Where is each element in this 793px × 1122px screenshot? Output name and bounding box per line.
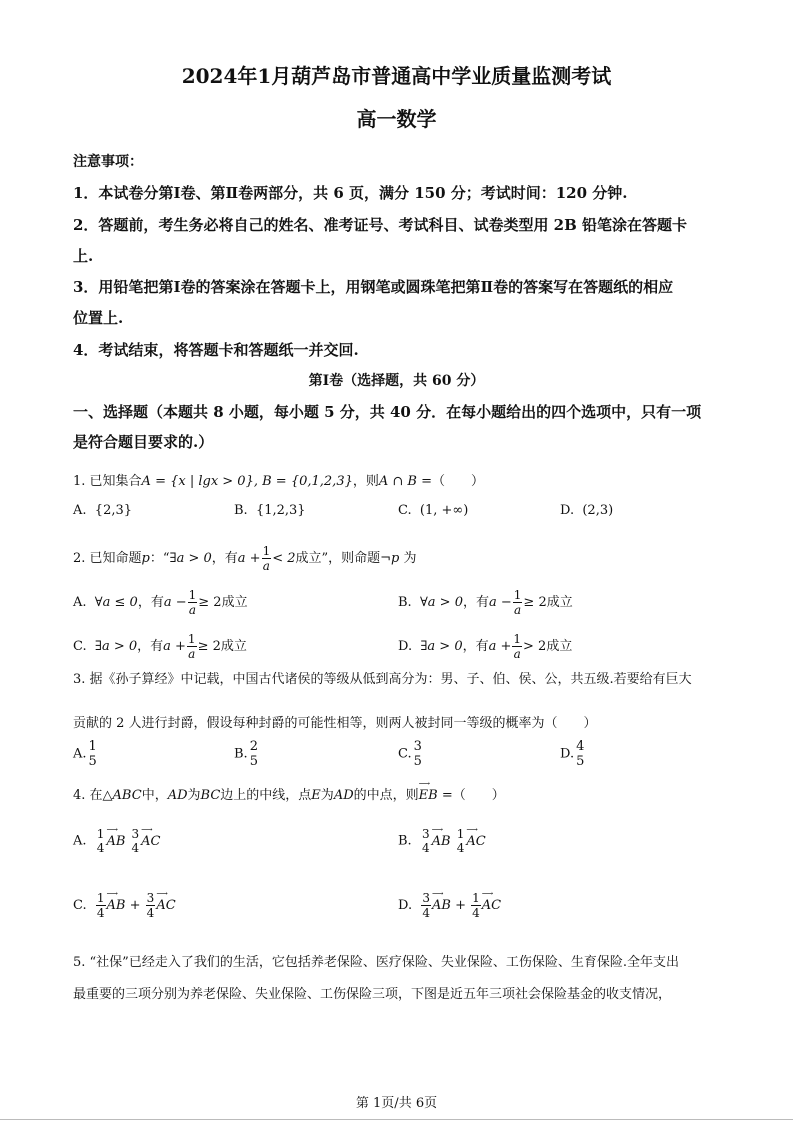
question-3-cont: 贡献的 2 人进行封爵，假设每种封爵的可能性相等，则两人被封同一等级的概率为（ ） bbox=[73, 716, 597, 731]
q1-option-d[interactable]: D. (2,3) bbox=[560, 503, 614, 518]
q4-option-d[interactable]: D. $\frac{3}{4}$ ⟶ AB + $\frac{1}{4}$ ⟶ AC bbox=[398, 889, 502, 920]
notice-item-3: 3．用铅笔把第Ⅰ卷的答案涂在答题卡上，用钢笔或圆珠笔把第Ⅱ卷的答案写在答题纸的相应 bbox=[73, 278, 674, 296]
q1-option-a[interactable]: A. {2,3} bbox=[73, 503, 133, 518]
q3-option-b[interactable]: B. 2 5 bbox=[234, 739, 258, 769]
q3-option-c[interactable]: C. 3 5 bbox=[398, 739, 422, 769]
q3-option-a[interactable]: A. 1 5 bbox=[73, 739, 97, 769]
q4-option-c[interactable]: C. $\frac{1}{4}$ ⟶ AB + $\frac{3}{4}$ ⟶ AC bbox=[73, 889, 176, 920]
q2-option-b[interactable]: B. ∀a > 0，有a − $\frac{1}{a}$ ≥ 2成立 bbox=[398, 588, 573, 617]
q2-option-a[interactable]: A. ∀a ≤ 0，有a − $\frac{1}{a}$ ≥ 2成立 bbox=[73, 588, 248, 617]
section-instructions-cont: 是符合题目要求的.） bbox=[73, 433, 214, 451]
q1-set-a: A = {x | lgx > 0} bbox=[141, 474, 254, 489]
q4-option-b[interactable]: B. 3 4 ⟶ AB 1 4 ⟶ AC bbox=[398, 824, 486, 855]
notice-item-2: 2．答题前，考生务必将自己的姓名、准考证号、考试科目、试卷类型用 2B 铅笔涂在答题卡 bbox=[73, 216, 688, 234]
question-5-cont: 最重要的三项分别为养老保险、失业保险、工伤保险三项，下图是近五年三项社会保险基金的收支情况， bbox=[73, 987, 672, 1002]
section-instructions: 一、选择题（本题共 8 小题，每小题 5 分，共 40 分．在每小题给出的四个选项中，只有一项 bbox=[73, 403, 702, 421]
notice-item-1: 1．本试卷分第Ⅰ卷、第Ⅱ卷两部分，共 6 页，满分 150 分；考试时间：120 分钟. bbox=[73, 184, 628, 202]
q1-suffix: ，则 bbox=[352, 474, 379, 489]
q2-option-c[interactable]: C. ∃a > 0，有a + $\frac{1}{a}$ ≥ 2成立 bbox=[73, 632, 247, 661]
exam-subtitle: 高一数学 bbox=[356, 107, 437, 131]
question-5: 5. “社保”已经走入了我们的生活，它包括养老保险、医疗保险、失业保险、工伤保险、生育保险.全年支出 bbox=[73, 955, 679, 970]
q3-option-d[interactable]: D. 4 5 bbox=[560, 739, 585, 769]
q1-prefix: 1. 已知集合 bbox=[73, 474, 142, 489]
question-3: 3. 据《孙子算经》中记载，中国古代诸侯的等级从低到高分为：男、子、伯、侯、公，共五级.若要给有巨大 bbox=[73, 672, 692, 687]
page-divider bbox=[0, 1119, 793, 1120]
exam-title: 2024年1月葫芦岛市普通高中学业质量监测考试 bbox=[181, 64, 612, 88]
notice-item-4: 4．考试结束，将答题卡和答题纸一并交回. bbox=[73, 341, 359, 359]
q1-expr: A ∩ B = bbox=[378, 474, 432, 489]
question-2: 2. 已知命题p：“∃a > 0，有a + $\frac{1}{a}$ < 2成立”，则命题¬p 为 bbox=[73, 544, 417, 573]
q2-option-d[interactable]: D. ∃a > 0，有a + $\frac{1}{a}$ > 2成立 bbox=[398, 632, 573, 661]
notice-item-2-cont: 上. bbox=[73, 247, 94, 265]
q4-option-a[interactable]: A. 1 4 ⟶ AB 3 4 ⟶ AC bbox=[73, 824, 161, 855]
notice-item-3-cont: 位置上. bbox=[73, 309, 124, 327]
question-1 bbox=[73, 470, 484, 489]
question-4: 4. 在△ABC中，AD为BC边上的中线，点E为AD的中点，则 ⟶ EB =（ ） bbox=[73, 779, 505, 803]
section-title: 第Ⅰ卷（选择题，共 60 分） bbox=[308, 373, 485, 389]
q1-option-b[interactable]: B. {1,2,3} bbox=[234, 503, 306, 518]
q1-set-b: , B = {0,1,2,3} bbox=[253, 474, 353, 489]
q1-option-c[interactable]: C. (1, +∞) bbox=[398, 503, 469, 518]
q1-blank: （ ） bbox=[432, 474, 485, 489]
page-number: 第 1页/共 6页 bbox=[355, 1096, 438, 1111]
notice-heading: 注意事项： bbox=[73, 154, 143, 170]
